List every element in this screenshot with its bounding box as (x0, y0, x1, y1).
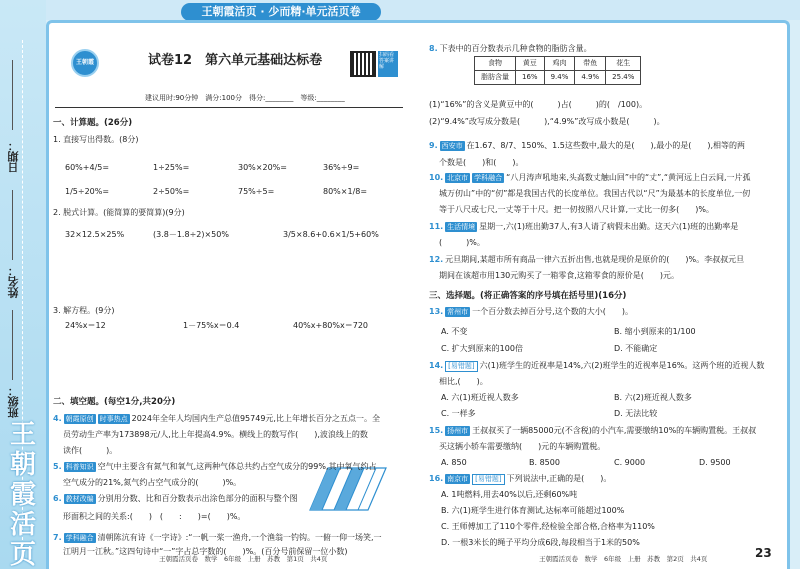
question-text (429, 43, 592, 54)
line-text: 员劳动生产率为173898元/人,比上年提高4.9%。横线上的数写作( ),波浪线上的数 (63, 430, 368, 439)
question-text (183, 320, 239, 331)
table-header-cell: 带鱼 (575, 57, 606, 71)
line-text: 40%x+80%x＝720 (293, 321, 369, 330)
question-text (441, 326, 467, 337)
class-line (12, 310, 13, 380)
question-number: 7. (53, 533, 62, 542)
source-tag: 朝霞原创 (65, 415, 94, 423)
line-text: D. 不能确定 (614, 344, 658, 353)
question-text (614, 408, 657, 419)
line-text: 24%x＝12 (65, 321, 106, 330)
question-text (53, 207, 185, 218)
line-text: 个数是( )和( )。 (439, 158, 524, 167)
question-text (238, 162, 287, 173)
footer-left: 王朝霞活页卷 数学 6年级 上册 苏教 第1页 共4页 (159, 555, 328, 563)
question-text (441, 343, 523, 354)
line-text: 六(1)班学生的近视率是14%,六(2)班学生的近视率是16%。这两个班的近视人数 (479, 361, 765, 370)
line-text: 1÷25%= (153, 163, 190, 172)
question-number: 5. (53, 462, 62, 471)
question-line (53, 461, 376, 472)
date-label: 日期： (7, 140, 20, 173)
question-text (439, 376, 488, 387)
name-label: 姓名： (7, 265, 20, 298)
table-header-cell: 黄豆 (516, 57, 545, 71)
question-text (439, 204, 714, 215)
question-text (439, 188, 750, 199)
question-text (439, 270, 679, 281)
source-tag: 西安市 (441, 142, 463, 150)
source-tag: 学科融合 (65, 534, 94, 542)
line-text: A. 六(1)班近视人数多 (441, 393, 519, 402)
section-heading (53, 118, 132, 129)
qr-code[interactable] (350, 51, 376, 77)
question-text (153, 186, 189, 197)
source-tag: 时事热点 (99, 415, 128, 423)
line-text: 下列说法中,正确的是( )。 (506, 474, 612, 483)
line-text: 一、计算题。(26分) (53, 118, 133, 128)
line-text: 36%÷9= (323, 163, 360, 172)
line-text: C. 9000 (614, 458, 646, 467)
question-line (429, 425, 756, 436)
fat-content-table (474, 56, 641, 85)
question-line (429, 172, 751, 183)
question-text (441, 537, 640, 548)
line-text: 32×12.5×25% (65, 230, 125, 239)
question-text (63, 511, 245, 522)
line-text: (1)“16%”的含义是黄豆中的( )占( )的( /100)。 (429, 100, 648, 109)
table-cell: 4.9% (575, 71, 606, 85)
exam-meta: 建议用时:90分钟 满分:100分 得分:________ 等级:________ (145, 94, 345, 102)
source-tag: 常州市 (447, 308, 469, 316)
line-text: 60%+4/5= (65, 163, 110, 172)
source-tag: 南京市 (447, 475, 469, 483)
banner-title: 王朝霞活页 · 少而精·单元活页卷 (181, 3, 381, 21)
question-text (323, 186, 367, 197)
question-text (53, 134, 139, 145)
question-text (614, 343, 657, 354)
source-tag: 北京市 (447, 174, 469, 182)
question-text (238, 186, 274, 197)
question-number: 12. (429, 255, 444, 264)
top-banner (46, 0, 800, 20)
table-header-cell: 食物 (475, 57, 516, 71)
line-text: 一个百分数去掉百分号,这个数的大小( )。 (472, 307, 633, 316)
question-number: 13. (429, 307, 444, 316)
question-number: 15. (429, 426, 444, 435)
line-text: 80%×1/8= (323, 187, 368, 196)
header-rule (55, 107, 403, 108)
question-line (429, 140, 745, 151)
line-text: B. 缩小到原来的1/100 (614, 327, 696, 336)
line-text: 相比,( )。 (439, 377, 488, 386)
table-header-cell: 鸡肉 (544, 57, 575, 71)
name-line (12, 190, 13, 260)
question-text (65, 320, 106, 331)
line-text: “八月涛声吼地来,头高数丈触山回”中的“丈”,“黄河远上白云间,一片孤 (506, 173, 751, 182)
question-text (441, 489, 577, 500)
table-cell: 25.4% (606, 71, 641, 85)
question-number: 6. (53, 494, 62, 503)
line-text: 空气中主要含有氮气和氧气,这两种气体总共约占空气成分的99%,其中氧气约占 (97, 462, 377, 471)
line-text: 王叔叔买了一辆85000元(不含税)的小汽车,需要缴纳10%的车辆购置税。王叔叔 (472, 426, 757, 435)
question-text (529, 457, 560, 468)
question-text (153, 229, 229, 240)
line-text: 形面积之间的关系:( ) ( : )=( )%。 (63, 512, 246, 521)
publisher-logo: 王朝霞 (71, 49, 99, 77)
line-text: 30%×20%= (238, 163, 287, 172)
line-text: B. 六(2)班近视人数多 (614, 393, 692, 402)
question-text (429, 254, 744, 265)
line-text: ( )%。 (439, 238, 485, 247)
line-text: 期间在该超市用130元购买了一箱零食,这箱零食的原价是( )元。 (439, 271, 680, 280)
question-text (65, 229, 124, 240)
question-text (283, 229, 379, 240)
line-text: 买这辆小轿车需要缴纳( )元的车辆购置税。 (439, 442, 606, 451)
line-text: (3.8－1.8÷2)×50% (153, 230, 229, 239)
line-text: B. 六(1)班学生进行体育测试,达标率可能超过100% (441, 506, 625, 515)
question-text (429, 116, 665, 127)
question-line (429, 221, 738, 232)
date-line (12, 60, 13, 130)
section-heading (53, 397, 175, 408)
line-text: (2)“9.4%”改写成分数是( ),“4.9%”改写成小数是( )。 (429, 117, 665, 126)
question-number: 16. (429, 474, 444, 483)
question-text (63, 445, 117, 456)
exam-sheet (46, 20, 790, 569)
source-tag: 扬州市 (447, 427, 469, 435)
table-cell: 9.4% (544, 71, 575, 85)
question-text (441, 505, 624, 516)
table-row-label: 脂肪含量 (475, 71, 516, 85)
exam-title: 试卷12 第六单元基础达标卷 (148, 53, 323, 68)
binding-margin (0, 0, 46, 569)
question-text (614, 457, 645, 468)
question-text (439, 157, 523, 168)
question-text (53, 305, 115, 316)
line-text: C. 王师傅加工了110个零件,经检验全部合格,合格率为110% (441, 522, 655, 531)
line-text: 3. 解方程。(9分) (53, 306, 115, 315)
line-text: C. 一样多 (441, 409, 476, 418)
source-tag: 教材改编 (65, 495, 94, 503)
line-text: 2÷50%= (153, 187, 190, 196)
question-text (65, 186, 109, 197)
line-text: D. 9500 (699, 458, 731, 467)
question-text (614, 392, 692, 403)
question-text (63, 429, 368, 440)
line-text: 2. 脱式计算。(能简算的要简算)(9分) (53, 208, 185, 217)
line-text: 元旦期间,某超市所有商品一律六五折出售,也就是现价是原价的( )%。李叔叔元旦 (445, 255, 745, 264)
question-text (441, 521, 655, 532)
line-text: C. 扩大到原来的100倍 (441, 344, 523, 353)
line-text: 二、填空题。(每空1分,共20分) (53, 397, 176, 407)
side-brand-logo: 王 朝 霞 活 页 (9, 420, 36, 569)
question-text (614, 326, 696, 337)
line-text: 城万仞山”中的“仞”都是我国古代的长度单位。我国古代以“尺”为最基本的长度单位,一仞 (439, 189, 751, 198)
question-text (63, 477, 241, 488)
shaded-parallelogram-figure (308, 466, 388, 512)
question-text (153, 162, 189, 173)
line-text: A. 不变 (441, 327, 468, 336)
question-line (53, 532, 382, 543)
line-text: 读作( )。 (63, 446, 118, 455)
line-text: 1. 直接写出得数。(8分) (53, 135, 139, 144)
question-number: 9. (429, 141, 438, 150)
question-text (323, 162, 359, 173)
question-text (699, 457, 731, 468)
section-heading (429, 291, 626, 302)
question-number: 8. (429, 44, 438, 53)
line-text: 1/5÷20%= (65, 187, 110, 196)
question-line (429, 306, 633, 317)
question-text (439, 441, 605, 452)
qr-caption: 扫码看答案讲解 (378, 51, 398, 77)
question-number: 14. (429, 361, 444, 370)
page-number: 23 (755, 546, 772, 560)
line-text: B. 8500 (529, 458, 560, 467)
line-text: A. 1吨燃料,用去40%以后,还剩60%吨 (441, 490, 578, 499)
source-tag: 学科融合 (474, 174, 503, 182)
question-text (441, 392, 519, 403)
question-text (65, 162, 109, 173)
question-text (441, 408, 476, 419)
line-text: 分别用分数、比和百分数表示出涂色部分的面积与整个图 (97, 494, 298, 503)
question-number: 4. (53, 414, 62, 423)
source-tag: 科普知识 (65, 463, 94, 471)
line-text: 2024年全年人均国内生产总值95749元,比上年增长百分之五点一。全 (131, 414, 380, 423)
question-number: 11. (429, 222, 444, 231)
question-line (53, 413, 380, 424)
line-text: D. 无法比较 (614, 409, 658, 418)
line-text: 1－75%x＝0.4 (183, 321, 240, 330)
line-text: 星期一,六(1)班出勤37人,有3人请了病假未出勤。这天六(1)班的出勤率是 (479, 222, 739, 231)
table-cell: 16% (516, 71, 545, 85)
line-text: 75%÷5= (238, 187, 275, 196)
question-text (293, 320, 368, 331)
line-text: 等于八尺或七尺,一丈等于十尺。把一仞按照八尺计算,一丈比一仞多( )%。 (439, 205, 714, 214)
question-line (53, 493, 298, 504)
line-text: D. 一根3米长的绳子平均分成6段,每段相当于1米的50% (441, 538, 640, 547)
question-text (441, 457, 467, 468)
source-tag: [易错题] (472, 474, 504, 485)
line-text: 清朝陈沆有诗《一字诗》:“一帆一桨一渔舟,一个渔翁一钓钩。一俯一仰一场笑,一 (97, 533, 382, 542)
question-line (429, 360, 764, 372)
line-text: 三、选择题。(将正确答案的序号填在括号里)(16分) (429, 291, 627, 301)
line-text: 空气成分的21%,氮气约占空气成分的( )%。 (63, 478, 242, 487)
line-text: A. 850 (441, 458, 467, 467)
source-tag: [易错题] (445, 361, 477, 372)
question-number: 10. (429, 173, 444, 182)
footer-right: 王朝霞活页卷 数学 6年级 上册 苏教 第2页 共4页 (539, 555, 708, 563)
class-label: 班级： (7, 385, 20, 418)
question-text (429, 99, 647, 110)
source-tag: 生活情境 (447, 223, 476, 231)
line-text: 在1.67、8/7、150%、1.5这些数中,最大的是( ),最小的是( ),相等的两 (466, 141, 746, 150)
question-line (429, 473, 611, 485)
line-text: 下表中的百分数表示几种食物的脂肪含量。 (439, 44, 592, 53)
question-text (439, 237, 485, 248)
line-text: 江明月一江秋。”这四句诗中“一”字占总字数的( )%。(百分号前保留一位小数) (63, 547, 348, 556)
line-text: 3/5×8.6+0.6×1/5+60% (283, 230, 379, 239)
table-header-cell: 花生 (606, 57, 641, 71)
